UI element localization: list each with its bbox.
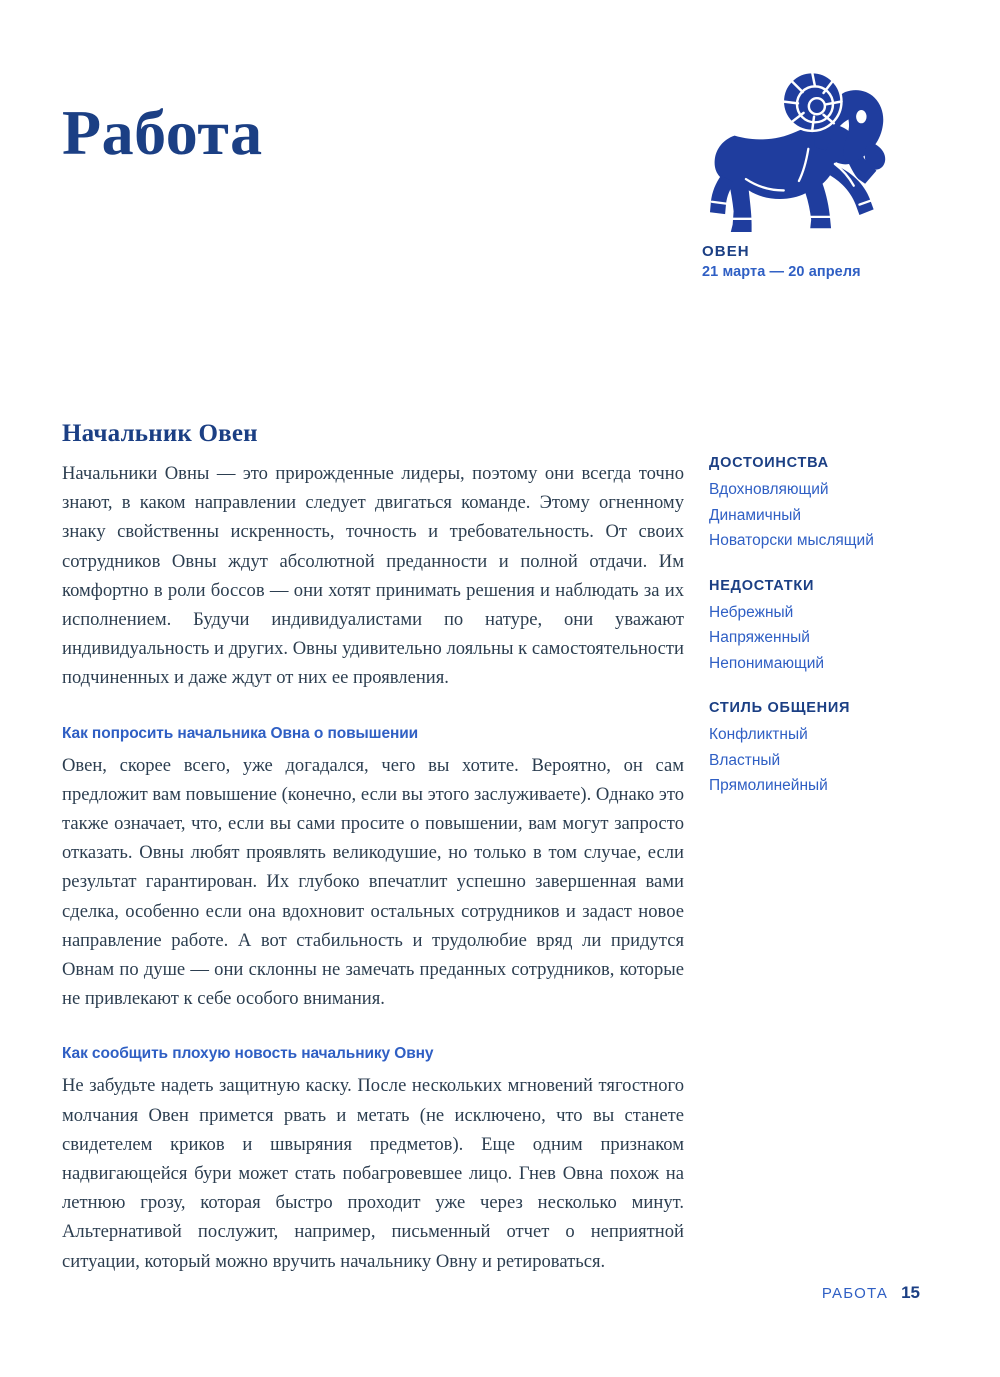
sidebar-group-weaknesses <box>709 578 959 677</box>
list-item: Напряженный <box>709 629 810 646</box>
zodiac-sign-name: ОВЕН <box>702 243 750 260</box>
subsection-heading-bad-news: Как сообщить плохую новость начальнику Овну <box>62 1045 434 1063</box>
sidebar-group-communication-style <box>709 700 959 799</box>
sidebar-group-strengths <box>709 455 959 554</box>
footer-chapter-label: РАБОТА <box>821 1285 889 1302</box>
section-title: Начальник Овен <box>62 420 258 447</box>
sidebar-heading-weaknesses: НЕДОСТАТКИ <box>709 577 815 594</box>
zodiac-date-range: 21 марта — 20 апреля <box>702 264 861 280</box>
main-content-column <box>62 420 684 1276</box>
zodiac-badge <box>692 58 912 280</box>
sidebar-heading-communication-style: СТИЛЬ ОБЩЕНИЯ <box>709 700 851 716</box>
sidebar-heading-strengths: ДОСТОИНСТВА <box>709 455 829 471</box>
list-item: Конфликтный <box>709 726 808 743</box>
footer-page-number: 15 <box>901 1283 920 1302</box>
list-item: Вдохновляющий <box>709 481 829 498</box>
subsection-text-promotion: Овен, скорее всего, уже догадался, чего вы хотите. Вероятно, он сам предложит вам повышение (конечно, если вы этого заслуживаете). Однако это также означает, что, если вы сами просите о повышении, вам могут запросто отказать. Овны любят проявлять великодушие, но только в том случае, если результат гарантирован. Их глубоко впечатлит успешно завершенная вами сделка, особенно если она вдохновит остальных сотрудников и задаст новое направление работе. А вот стабильность и трудолюбие вряд ли придутся Овнам по душе — они склонны не замечать преданных сотрудников, которые не привлекают к себе особого внимания. <box>62 754 684 1010</box>
subsection-text-bad-news: Не забудьте надеть защитную каску. После нескольких мгновений тягостного молчания Овен примется рвать и метать (не исключено, что вы станете свидетелем криков и швыряния предметов). Еще одним признаком надвигающейся бури может стать побагровевшее лицо. Гнев Овна похож на летнюю грозу, которая быстро проходит уже через несколько минут. Альтернативой послужит, например, письменный отчет о неприятной ситуации, который можно вручить начальнику Овну и ретироваться. <box>62 1075 684 1272</box>
list-item: Небрежный <box>709 603 794 621</box>
list-item: Прямолинейный <box>709 777 828 794</box>
intro-paragraph: Начальники Овны — это прирожденные лидеры, поэтому они всегда точно знают, в каком направлении следует двигаться команде. Этому огненному знаку свойственны искренность, точность и требовательность. От своих сотрудников Овны ждут абсолютной преданности и полной отдачи. Им комфортно в роли боссов — они хотят принимать решения и наблюдать за их исполнением. Будучи индивидуалистами по натуре, они уважают индивидуальность и других. Овны удивительно лояльны к самостоятельности подчиненных и даже ждут от них ее проявления. <box>62 463 684 689</box>
list-item: Новаторски мыслящий <box>709 532 874 549</box>
subsection-heading-promotion: Как попросить начальника Овна о повышении <box>62 724 419 742</box>
list-item: Непонимающий <box>709 654 825 672</box>
spacer <box>62 693 684 725</box>
page-title: Работа <box>62 96 263 168</box>
list-item: Властный <box>709 751 781 769</box>
traits-sidebar <box>709 455 959 823</box>
spacer <box>62 1013 684 1045</box>
page-footer <box>822 1283 920 1303</box>
aries-ram-icon <box>702 58 892 233</box>
list-item: Динамичный <box>709 506 802 524</box>
